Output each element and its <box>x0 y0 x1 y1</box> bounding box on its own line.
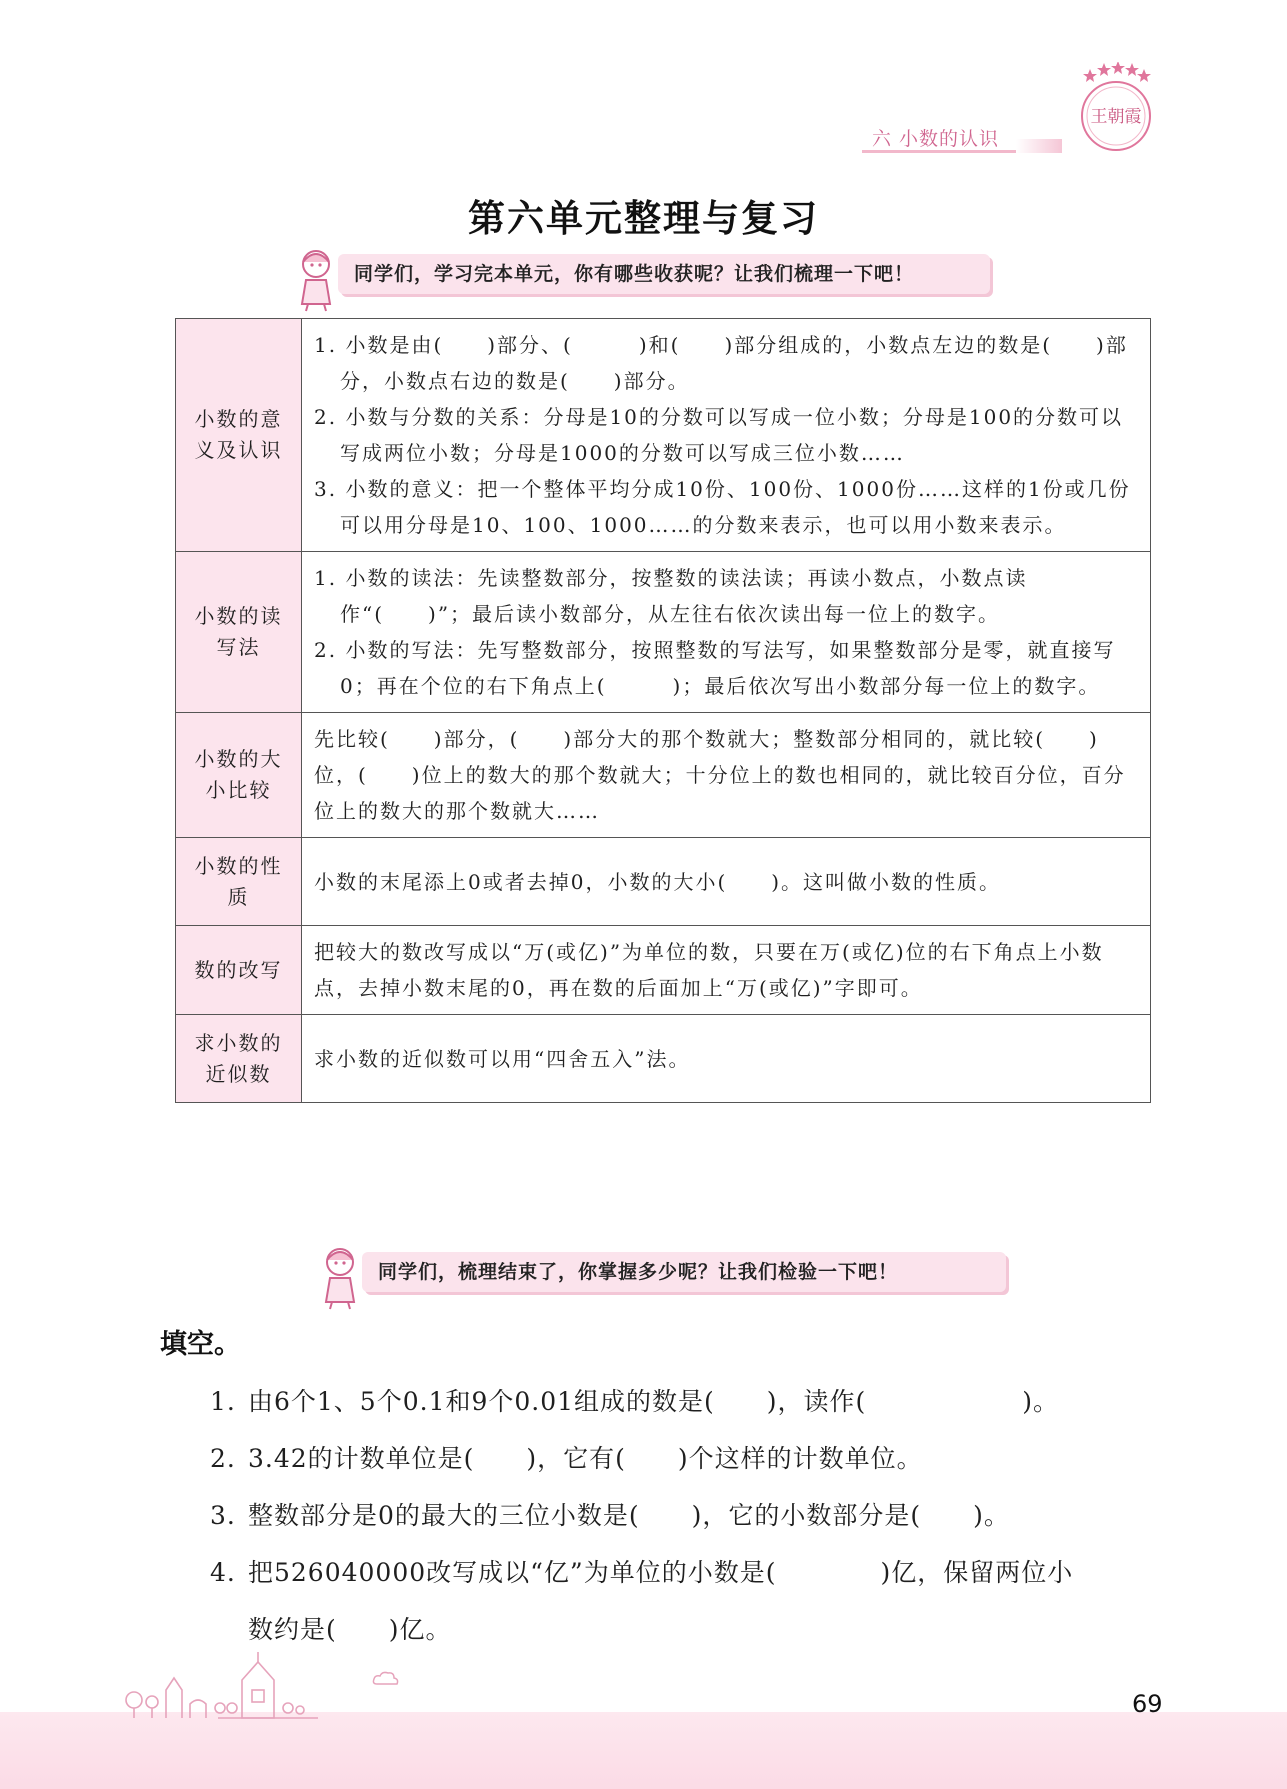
row-category: 小数的大小比较 <box>176 713 302 838</box>
check-banner: 同学们，梳理结束了，你掌握多少呢？让我们检验一下吧！ <box>362 1252 1006 1292</box>
row-category: 求小数的近似数 <box>176 1015 302 1103</box>
table-row <box>176 319 1151 552</box>
page-number: 69 <box>1132 1690 1163 1718</box>
table-row <box>176 1015 1151 1103</box>
row-category: 小数的性质 <box>176 838 302 926</box>
row-category: 小数的意义及认识 <box>176 319 302 552</box>
castle-scenery-icon <box>118 1650 348 1720</box>
question-4 <box>210 1553 1073 1589</box>
chapter-label: 六 小数的认识 <box>872 128 1000 150</box>
cloud-icon <box>372 1670 400 1688</box>
question-text: 3.42的计数单位是( )，它有( )个这样的计数单位。 <box>248 1444 923 1473</box>
table-row <box>176 838 1151 926</box>
list-item: 2. 小数与分数的关系：分母是10的分数可以写成一位小数；分母是100的分数可以写成两位小数；分母是1000的分数可以写成三位小数…… <box>314 405 1124 465</box>
row-content <box>302 926 1151 1015</box>
row-text: 小数的末尾添上0或者去掉0，小数的大小( )。这叫做小数的性质。 <box>314 869 1002 894</box>
row-text: 先比较( )部分，( )部分大的那个数就大；整数部分相同的，就比较( )位，( )位上的数大的那个数就大；十分位上的数也相同的，就比较百分位，百分位上的数大的那个数就大…… <box>314 727 1126 823</box>
question-3 <box>210 1496 1010 1532</box>
review-table <box>175 318 1151 1103</box>
question-number: 1. <box>210 1387 236 1416</box>
question-2 <box>210 1439 923 1475</box>
row-category: 数的改写 <box>176 926 302 1015</box>
list-item: 1. 小数是由( )部分、( )和( )部分组成的，小数点左边的数是( )部分，小数点右边的数是( )部分。 <box>314 333 1128 393</box>
row-category: 小数的读写法 <box>176 552 302 713</box>
cartoon-girl-icon <box>292 246 338 312</box>
header-ribbon <box>1016 139 1062 153</box>
page-title: 第六单元整理与复习 <box>468 197 819 240</box>
row-content <box>302 552 1151 713</box>
question-text: 把526040000改写成以“亿”为单位的小数是( )亿，保留两位小 <box>248 1558 1074 1587</box>
question-4-continued: 数约是( )亿。 <box>248 1615 452 1644</box>
row-content <box>302 1015 1151 1103</box>
table-row <box>176 926 1151 1015</box>
exercise-title: 填空。 <box>160 1329 241 1360</box>
list-item: 1. 小数的读法：先读整数部分，按整数的读法读；再读小数点，小数点读作“( )”；最后读小数部分，从左往右依次读出每一位上的数字。 <box>314 566 1028 626</box>
question-1 <box>210 1382 1059 1418</box>
list-item: 3. 小数的意义：把一个整体平均分成10份、100份、1000份……这样的1份或几份可以用分母是10、100、1000……的分数来表示，也可以用小数来表示。 <box>314 477 1131 537</box>
table-row <box>176 713 1151 838</box>
question-text: 由6个1、5个0.1和9个0.01组成的数是( )，读作( )。 <box>248 1387 1060 1416</box>
question-number: 3. <box>210 1501 236 1530</box>
row-content <box>302 319 1151 552</box>
row-text: 求小数的近似数可以用“四舍五入”法。 <box>314 1046 691 1071</box>
brand-seal-logo <box>1078 62 1154 156</box>
chapter-header <box>862 124 1062 153</box>
footer-band <box>0 1712 1287 1789</box>
list-item: 2. 小数的写法：先写整数部分，按照整数的写法写，如果整数部分是零，就直接写0；再在个位的右下角点上( )；最后依次写出小数部分每一位上的数字。 <box>314 638 1116 698</box>
intro-banner: 同学们，学习完本单元，你有哪些收获呢？让我们梳理一下吧！ <box>338 254 990 294</box>
question-text: 整数部分是0的最大的三位小数是( )，它的小数部分是( )。 <box>248 1501 1010 1530</box>
question-number: 4. <box>210 1558 236 1587</box>
table-row <box>176 552 1151 713</box>
question-number: 2. <box>210 1444 236 1473</box>
row-text: 把较大的数改写成以“万(或亿)”为单位的数，只要在万(或亿)位的右下角点上小数点，去掉小数末尾的0，再在数的后面加上“万(或亿)”字即可。 <box>314 940 1104 1000</box>
cartoon-girl-icon <box>316 1244 362 1310</box>
svg-text:王朝霞: 王朝霞 <box>1090 107 1142 127</box>
row-content <box>302 838 1151 926</box>
row-content <box>302 713 1151 838</box>
